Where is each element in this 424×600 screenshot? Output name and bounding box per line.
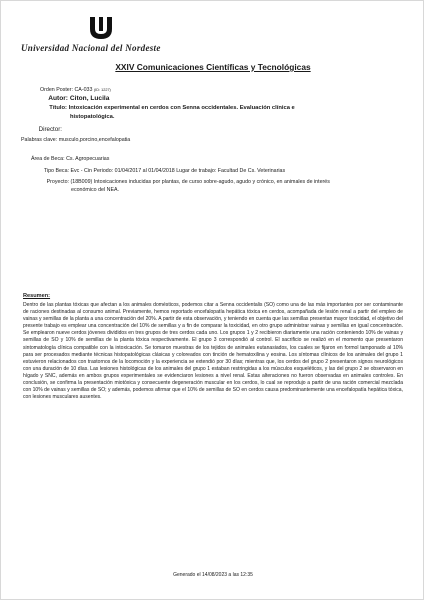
director-label: Director: <box>38 126 62 133</box>
proyecto-label: Proyecto: <box>46 179 69 185</box>
orden-label: Orden Poster: <box>40 87 73 93</box>
university-seal-icon <box>87 15 115 41</box>
university-name: Universidad Nacional del Nordeste <box>21 43 161 53</box>
university-logo <box>21 15 141 41</box>
palabras-label: Palabras clave: <box>21 137 58 143</box>
autor-value: Citon, Lucila <box>69 95 110 102</box>
titulo-row <box>21 105 295 112</box>
resumen-label: Resumen: <box>23 293 51 299</box>
tipo-row <box>21 168 285 175</box>
proyecto-line2: económico del NEA. <box>71 187 119 193</box>
autor-label: Autor: <box>48 95 68 102</box>
tipo-label: Tipo Beca: <box>43 168 69 174</box>
area-row <box>31 156 109 163</box>
generated-footer: Generado el 14/08/2023 a las 12:35 <box>173 572 253 578</box>
proyecto-line1: (18B009) Intoxicaciones inducidas por plantas, de curso sobre-agudo, agudo y crónico, en animales de interés <box>70 179 330 185</box>
director-row <box>21 127 62 134</box>
proyecto-row <box>21 179 330 186</box>
orden-id: (ID: 1227) <box>93 88 111 92</box>
orden-value: CA-033 <box>74 87 93 93</box>
titulo-line2: histopatológica. <box>70 114 115 120</box>
area-label: Área de Beca: <box>31 156 65 162</box>
page-title: XXIV Comunicaciones Científicas y Tecnológicas <box>115 62 311 72</box>
titulo-label: Título: <box>49 105 67 111</box>
tipo-value: Evc - Cin Periodo: 01/04/2017 al 01/04/2018 Lugar de trabajo: Facultad De Cs. Veterinarias <box>70 168 286 174</box>
palabras-value: musculo,porcino,encefalopatia <box>58 137 131 143</box>
palabras-row <box>21 137 130 144</box>
orden-row <box>21 87 111 94</box>
resumen-text: Dentro de las plantas tóxicas que afectan a los animales domésticos, podemos citar a Senna occidentalis (SO) como una de las más importantes por ser contaminante de raciones destinadas al consumo animal. Previamente, hemos reportado encefalopatía hepática tóxica en cerdos, acompañada de lesión renal a partir del empleo de vainas y semillas de la planta a una concentración del 20%. A partir de esta observación, y teniendo en cuenta que las semillas presentan mayor toxicidad, el objetivo del presente trabajo es emplear una concentración del 10% de semillas y a fin de comparar la toxicidad, en otro grupo administrar vainas y semillas en igual concentración. Se emplearon nueve cerdos jóvenes divididos en tres grupos de tres cerdos cada uno. Los grupos 1 y 2 recibieron diariamente una ración conteniendo 10% de vainas y semillas de SO y 10% de semillas de la planta tóxica respectivamente. El grupo 3 correspondió al control. El sacrificio se realizó en el momento que presentaron sintomatología clínica compatible con la intoxicación. Se tomaron muestras de los tejidos de animales eutanasiados, los cuales se fijaron en formol tamponado al 10% para ser procesados mediante técnicas histopatológicas clásicas y coloreados con tinción de hematoxilina y eosina. Los síntomas clínicos de los animales del grupo 1 estuvieron relacionados con trastornos de la locomoción y la experiencia se extendió por 30 días; mientras que, los cerdos del grupo 2 presentaron signos neurológicos con una duración de 10 días. Las lesiones histológicas de los animales del grupo 1 estaban restringidas a los músculos esqueléticos, y las del grupo 2 se observaron en hígado y SNC, además en ambos grupos experimentales se evidenciaron lesiones a nivel renal. Estas alteraciones no fueron observadas en animales controles. En conclusión, se confirma la presentación miotóxica y consecuente degeneración muscular en los cerdos, lo cual se reprodujo a partir de una ración comercial mezclada con 10% de vainas y semillas de SO; y además, podemos afirmar que el 10% de semillas de SO en cerdos causa predominantemente una encefalopatía hepática tóxica, con lesiones musculares ausentes. <box>23 302 403 401</box>
autor-row <box>21 95 109 103</box>
area-value: Cs. Agropecuarias <box>66 156 110 162</box>
titulo-line1: Intoxicación experimental en cerdos con Senna occidentales. Evaluación clínica e <box>68 105 295 111</box>
